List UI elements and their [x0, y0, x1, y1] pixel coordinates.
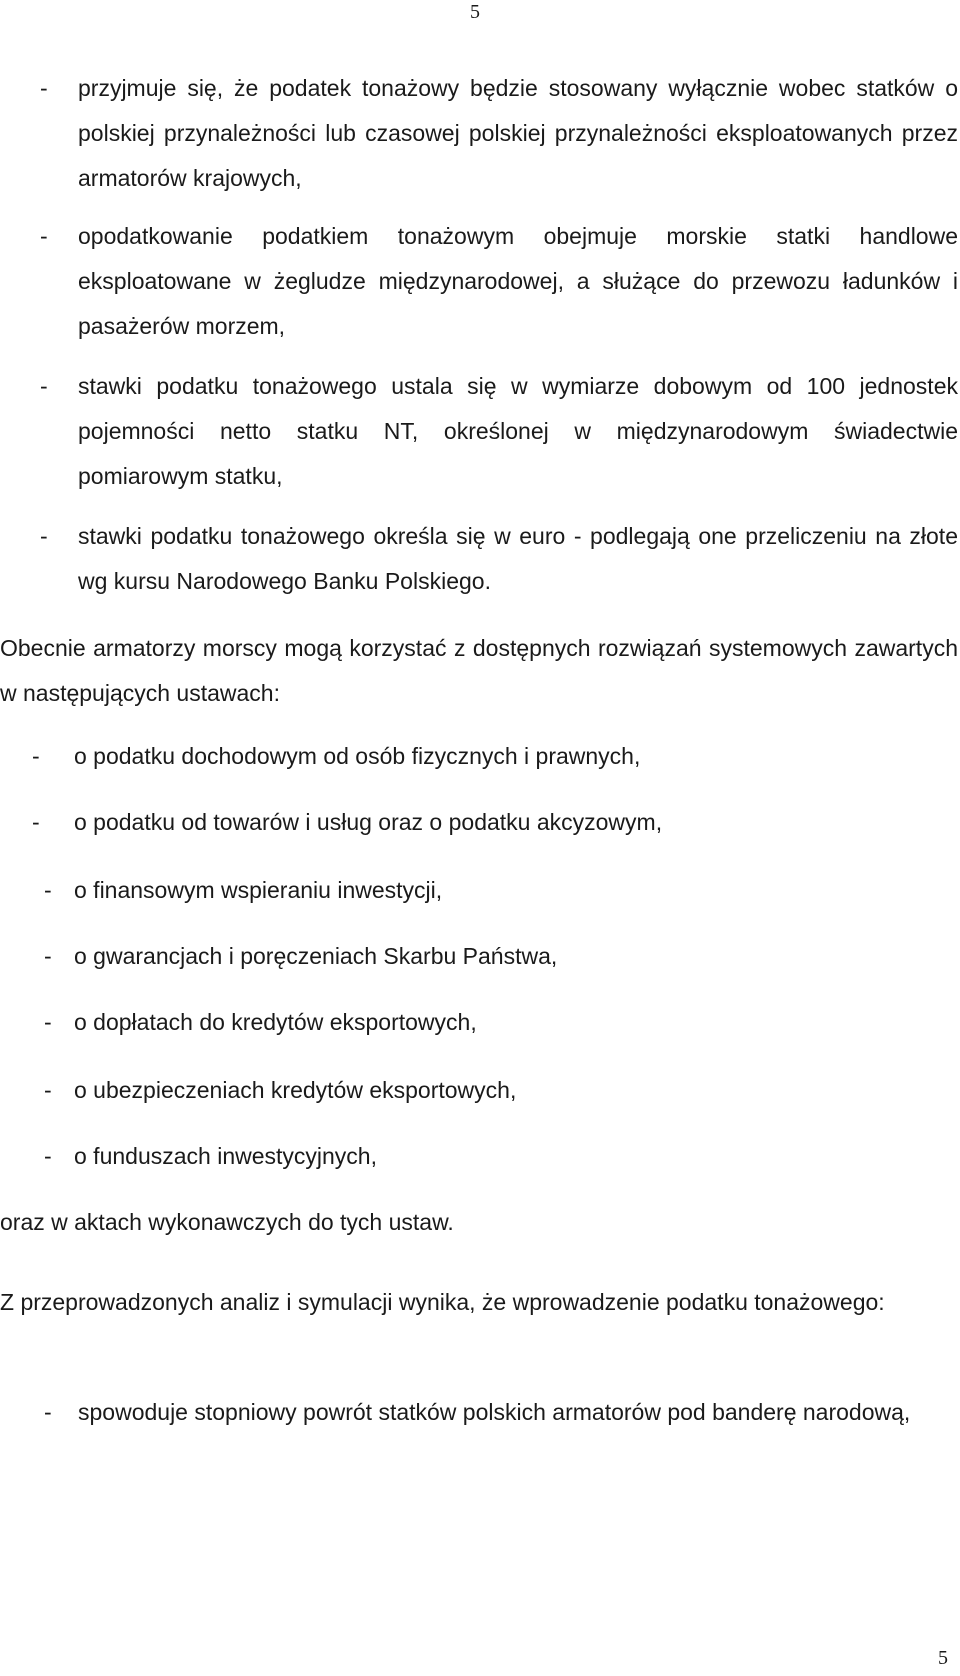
list-dash: - [44, 943, 52, 969]
list-dash: - [44, 1009, 52, 1035]
list-dash: - [40, 75, 48, 101]
list-dash: - [40, 223, 48, 249]
list-dash: - [40, 373, 48, 399]
list-dash: - [32, 743, 40, 769]
list-dash: - [44, 1077, 52, 1103]
list-item-text: o ubezpieczeniach kredytów eksportowych, [74, 1077, 517, 1103]
list-dash: - [44, 1143, 52, 1169]
paragraph: Z przeprowadzonych analiz i symulacji wynika, że wprowadzenie podatku tonażowego: [0, 1289, 885, 1315]
list-item-text: opodatkowanie podatkiem tonażowym obejmuje morskie statki handlowe eksploatowane w żegludze międzynarodowej, a służące do przewozu ładunków i pasażerów morzem, [78, 223, 958, 339]
list-dash: - [32, 809, 40, 835]
list-item-text: stawki podatku tonażowego określa się w euro - podlegają one przeliczeniu na złote wg kursu Narodowego Banku Polskiego. [78, 523, 958, 594]
paragraph: Obecnie armatorzy morscy mogą korzystać z dostępnych rozwiązań systemowych zawartych w następujących ustawach: [0, 635, 958, 706]
list-item-text: o gwarancjach i poręczeniach Skarbu Państwa, [74, 943, 558, 969]
list-dash: - [40, 523, 48, 549]
list-item-text: o dopłatach do kredytów eksportowych, [74, 1009, 477, 1035]
list-item-text: przyjmuje się, że podatek tonażowy będzie stosowany wyłącznie wobec statków o polskiej przynależności lub czasowej polskiej przynależności eksploatowanych przez armatorów krajowych, [78, 75, 958, 191]
list-item-text: o funduszach inwestycyjnych, [74, 1143, 377, 1169]
list-item-text: o podatku od towarów i usług oraz o podatku akcyzowym, [74, 809, 663, 835]
list-item-text: spowoduje stopniowy powrót statków polskich armatorów pod banderę narodową, [78, 1399, 911, 1425]
list-item-text: o finansowym wspieraniu inwestycji, [74, 877, 443, 903]
page-number-bottom: 5 [938, 1647, 948, 1669]
list-item-text: o podatku dochodowym od osób fizycznych i prawnych, [74, 743, 641, 769]
page-number-top: 5 [470, 1, 480, 23]
list-item-text: stawki podatku tonażowego ustala się w wymiarze dobowym od 100 jednostek pojemności netto statku NT, określonej w międzynarodowym świadectwie pomiarowym statku, [78, 373, 958, 489]
paragraph: oraz w aktach wykonawczych do tych ustaw. [0, 1209, 454, 1235]
list-dash: - [44, 1399, 52, 1425]
list-dash: - [44, 877, 52, 903]
